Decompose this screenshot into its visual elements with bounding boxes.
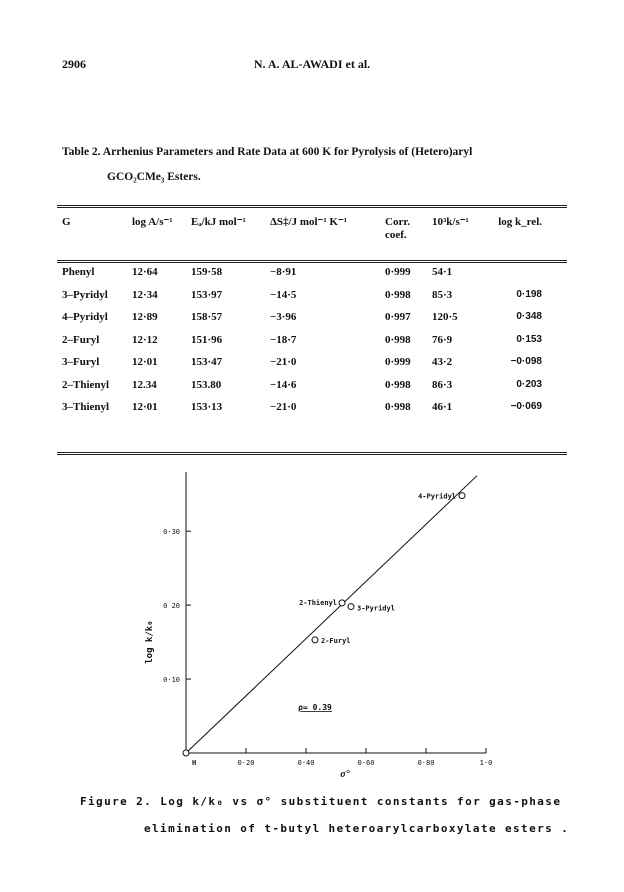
table-cell: 54·1 <box>432 266 453 278</box>
column-header: 10³k/s⁻¹ <box>432 216 469 228</box>
data-point-label: 2-Furyl <box>321 636 351 645</box>
x-tick-label: 0·80 <box>417 759 435 767</box>
table-cell: 0·348 <box>516 311 542 322</box>
table-caption-line-1: Table 2. Arrhenius Parameters and Rate Data at 600 K for Pyrolysis of (Hetero)aryl <box>62 146 473 158</box>
table-row <box>57 356 567 379</box>
table-cell: 3–Thienyl <box>62 401 110 413</box>
table-top-rule <box>57 205 567 208</box>
table-cell: −14·5 <box>270 288 297 301</box>
table-cell: −18·7 <box>270 333 297 346</box>
table-cell: 153·13 <box>191 401 223 413</box>
table-cell: 153·97 <box>191 288 223 301</box>
table-cell: 120·5 <box>432 311 458 323</box>
y-tick-label: 0·30 <box>163 528 180 537</box>
table-cell: 4–Pyridyl <box>62 311 108 323</box>
data-point-label: 4-Pyridyl <box>418 492 456 501</box>
table-cell: −8·91 <box>270 266 297 278</box>
table-row <box>57 401 567 424</box>
data-point <box>459 493 465 499</box>
table-cell: −14·6 <box>270 378 297 391</box>
table-cell: 0·998 <box>385 401 411 413</box>
table-cell: 0·153 <box>516 333 542 345</box>
table-cell: 12·01 <box>132 401 158 413</box>
x-tick-label: 1·0 <box>479 759 493 767</box>
data-point <box>339 600 345 606</box>
hammett-plot <box>0 460 624 790</box>
table-cell <box>489 266 567 289</box>
table-cell: 0·997 <box>385 311 411 323</box>
table-cell: 153·47 <box>191 356 223 368</box>
table-cell: 12·89 <box>132 311 158 323</box>
table-cell: 85·3 <box>432 288 453 301</box>
y-tick-label: 0 20 <box>163 602 180 611</box>
table-cell: 0·198 <box>516 288 542 300</box>
figure-caption-line-2: elimination of t-butyl heteroarylcarboxylate esters . <box>144 822 570 835</box>
table-cell: 2–Thienyl <box>62 378 110 391</box>
column-header: Eₐ/kJ mol⁻¹ <box>191 216 246 228</box>
table-cell: 12·01 <box>132 356 158 368</box>
table-cell: −3·96 <box>270 311 297 323</box>
table-cell: 0·203 <box>516 378 542 390</box>
table-cell: 43·2 <box>432 356 453 368</box>
y-axis-label: log k/k₀ <box>145 620 155 664</box>
column-header: log k_rel. <box>498 216 542 228</box>
table-cell: 151·96 <box>191 333 223 346</box>
table-cell: 158·57 <box>191 311 223 323</box>
table-row <box>57 289 567 312</box>
table-row <box>57 311 567 334</box>
table-row <box>57 379 567 402</box>
x-tick-label: 0·60 <box>357 759 375 767</box>
table-cell: 3–Pyridyl <box>62 288 108 301</box>
table-cell: 0·999 <box>385 356 411 368</box>
table-cell: −0·069 <box>510 401 542 412</box>
table-caption-line-2: GCO₂CMe₃ Esters. <box>107 171 201 183</box>
table-cell: 3–Furyl <box>62 356 100 368</box>
column-header: G <box>62 216 71 228</box>
plot-ticks <box>163 528 492 767</box>
arrhenius-table <box>57 216 567 424</box>
table-cell: 2–Furyl <box>62 333 100 346</box>
table-cell: −21·0 <box>270 356 297 368</box>
data-point <box>183 750 189 756</box>
data-point-label: 3-Pyridyl <box>357 604 395 613</box>
table-cell: −21·0 <box>270 401 297 413</box>
x-tick-label: 0·20 <box>237 759 255 767</box>
table-cell: 0·998 <box>385 288 411 301</box>
table-cell: 0·998 <box>385 378 411 391</box>
table-cell: 0·998 <box>385 333 411 346</box>
table-header-row <box>57 216 567 266</box>
table-row <box>57 266 567 289</box>
data-point <box>348 604 354 610</box>
table-row <box>57 334 567 357</box>
data-points <box>183 493 465 767</box>
table-cell: 12·34 <box>132 288 158 301</box>
table-cell: 0·999 <box>385 266 411 278</box>
table-cell: −0·098 <box>510 356 542 367</box>
y-tick-label: 0·10 <box>163 676 180 685</box>
column-header: Corr. coef. <box>385 216 410 241</box>
column-header: log A/s⁻¹ <box>132 216 173 228</box>
x-tick-label: 0·40 <box>297 759 315 767</box>
table-cell: 12·64 <box>132 266 158 278</box>
table-cell: 159·58 <box>191 266 223 278</box>
plot-axes <box>186 472 486 753</box>
page-number: 2906 <box>62 57 86 71</box>
table-cell: Phenyl <box>62 266 95 278</box>
table-cell: 86·3 <box>432 378 453 391</box>
column-header: ΔS‡/J mol⁻¹ K⁻¹ <box>270 216 348 228</box>
table-cell: 12·12 <box>132 333 158 346</box>
rho-annotation: ρ= 0.39 <box>298 703 332 713</box>
running-head: N. A. AL-AWADI et al. <box>253 57 371 71</box>
table-cell: 12.34 <box>132 378 157 391</box>
data-point-label: 2-Thienyl <box>299 598 337 607</box>
figure-caption-line-1: Figure 2. Log k/k₀ vs σ° substituent constants for gas-phase <box>80 795 562 808</box>
data-point <box>312 637 318 643</box>
data-point-label: H <box>192 759 197 767</box>
table-bottom-rule <box>57 452 567 455</box>
table-cell: 76·9 <box>432 333 453 346</box>
table-cell: 46·1 <box>432 401 453 413</box>
table-cell: 153.80 <box>191 378 222 391</box>
x-axis-label: σ° <box>340 769 350 780</box>
